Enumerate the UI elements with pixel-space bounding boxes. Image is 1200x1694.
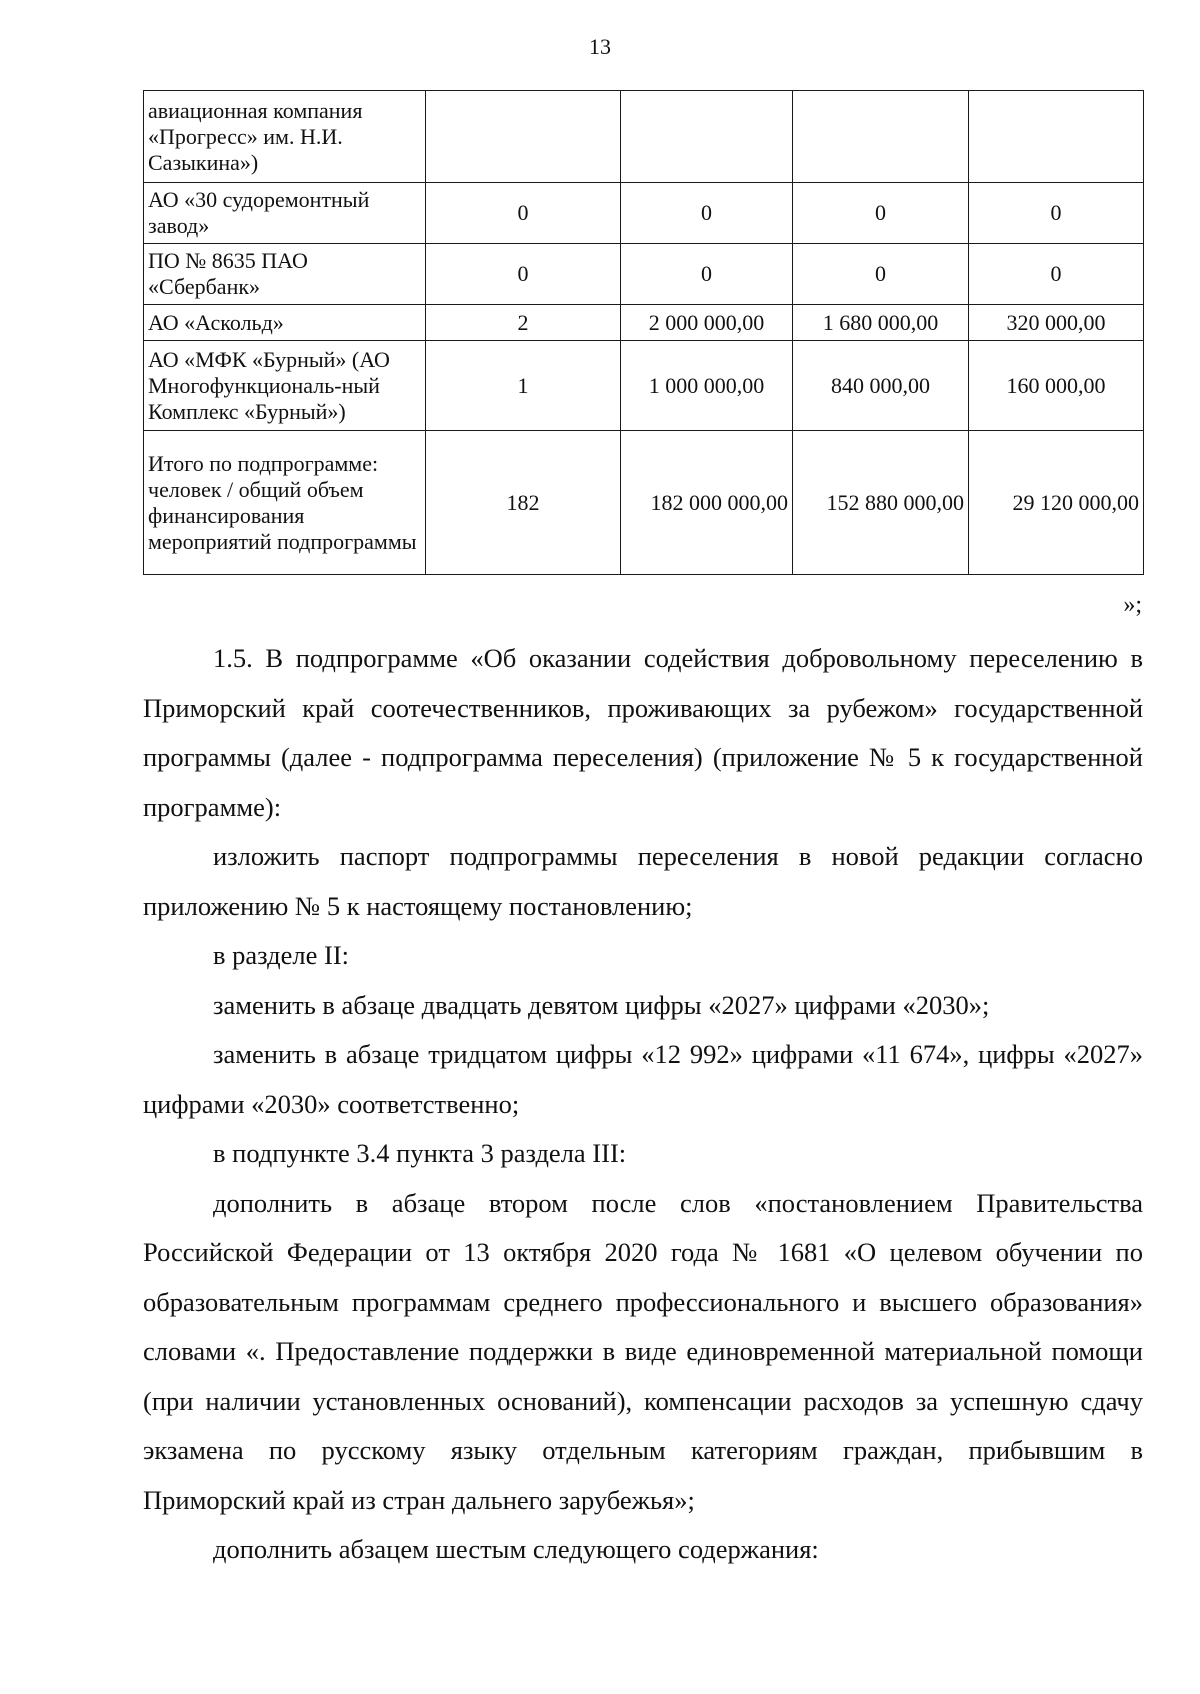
paragraph: дополнить абзацем шестым следующего содержания: [213,1534,819,1564]
org-name-cell: ПО № 8635 ПАО «Сбербанк» [144,244,426,305]
table-row [144,244,1144,305]
paragraph: в подпункте 3.4 пункта 3 раздела III: [213,1138,627,1168]
regional-cell: 152 880 000,00 [793,431,969,575]
paragraph: дополнить в абзаце втором после слов «постановлением Правительства Российской Федерации от 13 октября 2020 года № 1681 «О целевом обучении по образовательным программам среднего профессионального и высшего образования» словами «. Предоставление поддержки в виде единовременной материальной помощи (при наличии установленных оснований), компенсации расходов за успешную сдачу экзамена по русскому языку отдельным категориям граждан, прибывшим в Приморский край из стран дальнего зарубежья»; [143,1187,1143,1515]
total-cell: 1 000 000,00 [621,341,793,431]
org-name-cell: АО «МФК «Бурный» (АО Многофункциональ-ный Комплекс «Бурный») [144,341,426,431]
regional-cell: 1 680 000,00 [793,305,969,341]
org-name-cell: Итого по подпрограмме: человек / общий объем финансирования мероприятий подпрограммы [144,431,426,575]
paragraph: заменить в абзаце тридцатом цифры «12 992» цифрами «11 674», цифры «2027» цифрами «2030» соответственно; [143,1039,1143,1119]
regional-cell: 0 [793,244,969,305]
total-cell: 182 000 000,00 [621,431,793,575]
regional-cell: 840 000,00 [793,341,969,431]
org-name-cell: авиационная компания «Прогресс» им. Н.И. Сазыкина») [144,91,426,183]
federal-cell: 0 [969,183,1144,244]
total-cell: 0 [621,244,793,305]
total-cell [621,91,793,183]
document-body [143,634,1143,1575]
total-cell: 0 [621,183,793,244]
people-cell: 2 [426,305,621,341]
closing-quote: »; [1123,592,1142,618]
paragraph: 1.5. В подпрограмме «Об оказании содействия добровольному переселению в Приморский край соотечественников, проживающих за рубежом» государственной программы (далее - подпрограмма переселения) (приложение № 5 к государственной программе): [143,643,1143,822]
table-row-total [144,431,1144,575]
regional-cell: 0 [793,183,969,244]
paragraph: заменить в абзаце двадцать девятом цифры «2027» цифрами «2030»; [213,989,990,1020]
table-row [144,341,1144,431]
page-number: 13 [589,34,611,59]
people-cell: 0 [426,244,621,305]
total-cell: 2 000 000,00 [621,305,793,341]
table-row [144,305,1144,341]
federal-cell [969,91,1144,183]
federal-cell: 0 [969,244,1144,305]
federal-cell: 160 000,00 [969,341,1144,431]
funding-table [143,90,1144,575]
table-row [144,183,1144,244]
federal-cell: 29 120 000,00 [969,431,1144,575]
people-cell: 182 [426,431,621,575]
federal-cell: 320 000,00 [969,305,1144,341]
people-cell [426,91,621,183]
paragraph: в разделе II: [213,940,350,970]
paragraph: изложить паспорт подпрограммы переселения в новой редакции согласно приложению № 5 к настоящему постановлению; [143,841,1143,921]
org-name-cell: АО «Аскольд» [144,305,426,341]
regional-cell [793,91,969,183]
table-row [144,91,1144,183]
org-name-cell: АО «30 судоремонтный завод» [144,183,426,244]
people-cell: 0 [426,183,621,244]
people-cell: 1 [426,341,621,431]
